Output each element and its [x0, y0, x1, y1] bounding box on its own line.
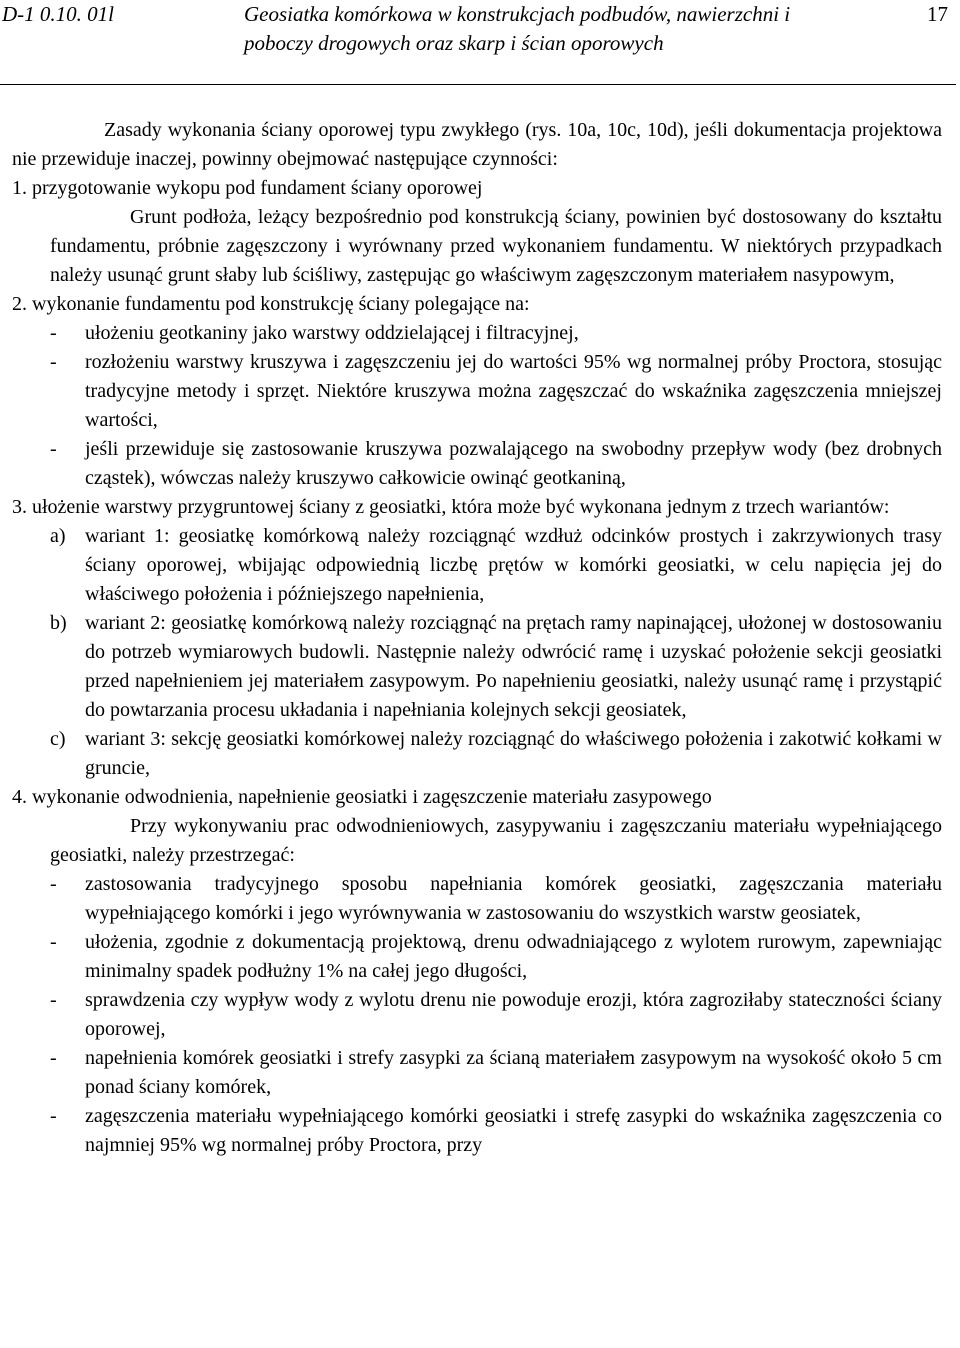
step-4-item [12, 986, 942, 1044]
step-2-item [12, 435, 942, 493]
variant-text: wariant 3: sekcję geosiatki komórkowej należy rozciągnąć do właściwego położenia i zakotwić kołkami w gruncie, [85, 728, 942, 779]
dash-mark: - [50, 989, 57, 1011]
step-1-text: Grunt podłoża, leżący bezpośrednio pod konstrukcją ściany, powinien być dostosowany do kształtu fundamentu, próbnie zagęszczony i wyrównany przed wykonaniem fundamentu. W niektórych przypadkach należy usunąć grunt słaby lub ściśliwy, zastępując go właściwym zagęszczonym materiałem nasypowym, [50, 206, 942, 286]
dash-mark: - [50, 438, 57, 460]
step-4-item-text: ułożenia, zgodnie z dokumentacją projektową, drenu odwadniającego z wylotem rurowym, zapewniając minimalny spadek podłużny 1% na całej jego długości, [85, 931, 942, 982]
step-2-item-text: ułożeniu geotkaniny jako warstwy oddzielającej i filtracyjnej, [85, 322, 579, 344]
intro-paragraph: Zasady wykonania ściany oporowej typu zwykłego (rys. 10a, 10c, 10d), jeśli dokumentacja projektowa nie przewiduje inaczej, powinny obejmować następujące czynności: [12, 119, 942, 170]
step-4-text: Przy wykonywaniu prac odwodnieniowych, zasypywaniu i zagęszczaniu materiału wypełniającego geosiatki, należy przestrzegać: [50, 815, 942, 866]
dash-mark: - [50, 1105, 57, 1127]
step-4-item-text: sprawdzenia czy wypływ wody z wylotu drenu nie powoduje erozji, która zagroziłaby stateczności ściany oporowej, [85, 989, 942, 1040]
step-4-item-text: napełnienia komórek geosiatki i strefy zasypki za ścianą materiałem zasypowym na wysokość około 5 cm ponad ściany komórek, [85, 1047, 942, 1098]
step-4-item [12, 928, 942, 986]
step-4-item [12, 1102, 942, 1160]
step-4-item-text: zastosowania tradycyjnego sposobu napełniania komórek geosiatki, zagęszczania materiału wypełniającego komórki i jego wyrównywania w zastosowaniu do wszystkich warstw geosiatek, [85, 873, 942, 924]
document-body [12, 116, 942, 1160]
variant-b [12, 609, 942, 725]
variant-a [12, 522, 942, 609]
step-4-item [12, 870, 942, 928]
step-2-item [12, 319, 942, 348]
step-2-title: 2. wykonanie fundamentu pod konstrukcję ściany polegające na: [12, 293, 530, 315]
dash-mark: - [50, 873, 57, 895]
step-3-title: 3. ułożenie warstwy przygruntowej ściany z geosiatki, która może być wykonana jednym z trzech wariantów: [12, 496, 890, 518]
document-title: Geosiatka komórkowa w konstrukcjach podbudów, nawierzchni i poboczy drogowych oraz skarp i ścian oporowych [244, 2, 791, 55]
document-code: D-1 0.10. 01l [2, 2, 114, 26]
step-4-item [12, 1044, 942, 1102]
variant-mark: a) [50, 525, 66, 547]
variant-text: wariant 1: geosiatkę komórkową należy rozciągnąć wzdłuż odcinków prostych i zakrzywionych trasy ściany oporowej, wbijając odpowiednią liczbę prętów w komórki geosiatki, w celu napięcia jej do właściwego położenia i późniejszego napełnienia, [85, 525, 942, 605]
step-1-title: 1. przygotowanie wykopu pod fundament ściany oporowej [12, 177, 483, 199]
step-4-title: 4. wykonanie odwodnienia, napełnienie geosiatki i zagęszczenie materiału zasypowego [12, 786, 712, 808]
variant-c [12, 725, 942, 783]
step-4-item-text: zagęszczenia materiału wypełniającego komórki geosiatki i strefę zasypki do wskaźnika zagęszczenia co najmniej 95% wg normalnej próby Proctora, przy [85, 1105, 942, 1156]
dash-mark: - [50, 1047, 57, 1069]
step-2-item [12, 348, 942, 435]
page-header [0, 0, 956, 85]
dash-mark: - [50, 322, 57, 344]
variant-text: wariant 2: geosiatkę komórkową należy rozciągnąć na prętach ramy napinającej, ułożonej w dostosowaniu do potrzeb wymiarowych budowli. Następnie należy odwrócić ramę i uzyskać położenie sekcji geosiatki przed napełnieniem jej materiałem zasypowym. Po napełnieniu geosiatki, należy usunąć ramę i przystąpić do powtarzania procesu układania i napełniania kolejnych sekcji geosiatek, [85, 612, 942, 721]
dash-mark: - [50, 931, 57, 953]
variant-mark: c) [50, 728, 66, 750]
page-number: 17 [927, 2, 948, 26]
step-2-item-text: jeśli przewiduje się zastosowanie kruszywa pozwalającego na swobodny przepływ wody (bez drobnych cząstek), wówczas należy kruszywo całkowicie owinąć geotkaniną, [85, 438, 942, 489]
variant-mark: b) [50, 612, 67, 634]
step-2-item-text: rozłożeniu warstwy kruszywa i zagęszczeniu jej do wartości 95% wg normalnej próby Proctora, stosując tradycyjne metody i sprzęt. Niektóre kruszywa można zagęszczać do wskaźnika zagęszczenia mniejszej wartości, [85, 351, 942, 431]
dash-mark: - [50, 351, 57, 373]
